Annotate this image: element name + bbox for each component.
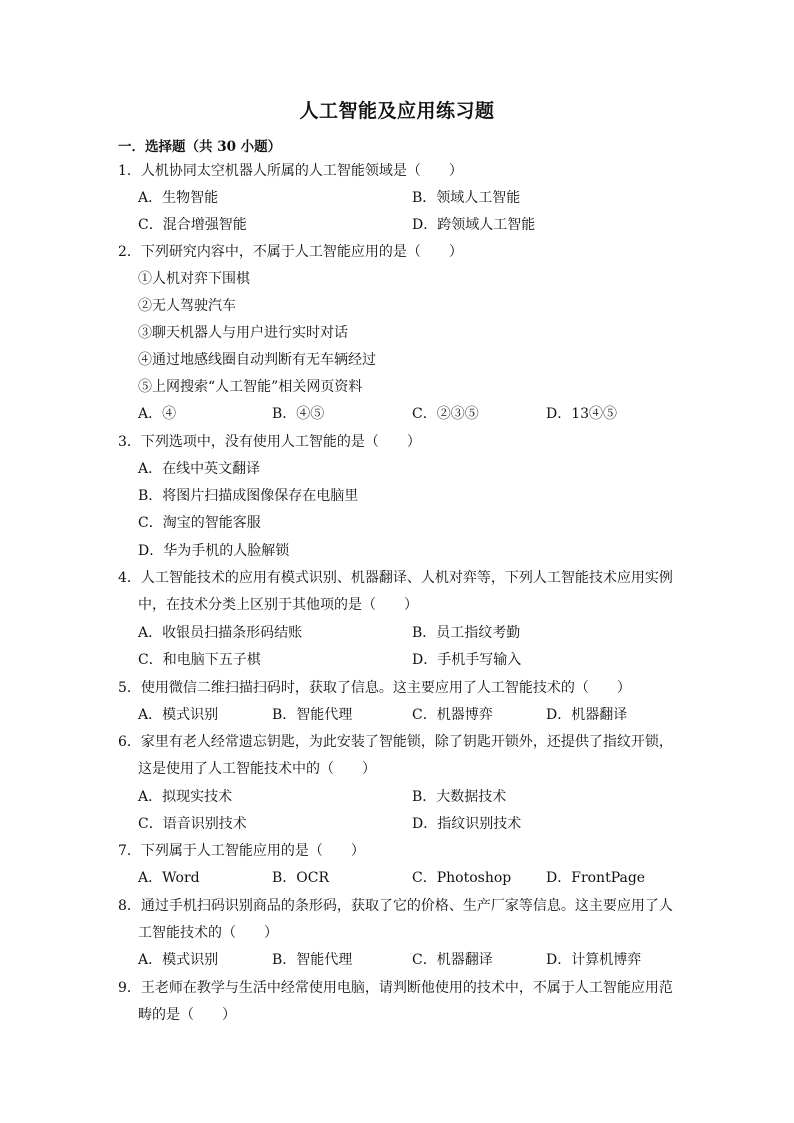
option-a: A．④: [138, 406, 177, 422]
option-a: A．在线中英文翻译: [138, 461, 261, 477]
question-text: 家里有老人经常遗忘钥匙，为此安装了智能锁，除了钥匙开锁外，还提供了指纹开锁，: [140, 734, 673, 750]
statement-item: ②无人驾驶汽车: [138, 298, 236, 314]
question-number: 2．: [118, 244, 141, 260]
question-text: 王老师在教学与生活中经常使用电脑，请判断他使用的技术中，不属于人工智能应用范: [140, 980, 673, 996]
question-1: [118, 158, 463, 185]
question-3: [118, 429, 421, 456]
question-9: [118, 975, 673, 1002]
option-b: B．④⑤: [272, 406, 325, 422]
question-7: [118, 838, 365, 865]
statement-item: ④通过地感线圈自动判断有无车辆经过: [138, 352, 376, 368]
option-c: C．②③⑤: [412, 406, 479, 422]
question-text: 通过手机扫码识别商品的条形码，获取了它的价格、生产厂家等信息。这主要应用了人: [140, 898, 673, 914]
option-a: A．拟现实技术: [138, 789, 233, 805]
option-d: D．FrontPage: [546, 870, 646, 886]
option-a: A．收银员扫描条形码结账: [138, 625, 303, 641]
question-number: 7．: [118, 843, 141, 859]
question-text-continued: 工智能技术的（ ）: [138, 925, 278, 941]
option-b: B．员工指纹考勤: [412, 625, 521, 641]
question-2: [118, 239, 463, 266]
statement-item: ③聊天机器人与用户进行实时对话: [138, 325, 348, 341]
option-c: C．和电脑下五子棋: [138, 652, 261, 668]
question-text: 人机协同太空机器人所属的人工智能领域是（ ）: [140, 163, 463, 179]
option-c: C．机器翻译: [412, 952, 493, 968]
option-c: C．淘宝的智能客服: [138, 515, 261, 531]
option-b: B．OCR: [272, 870, 330, 886]
option-c: C．Photoshop: [412, 870, 512, 886]
question-text: 下列选项中，没有使用人工智能的是（ ）: [140, 434, 421, 450]
question-text: 使用微信二维扫描扫码时，获取了信息。这主要应用了人工智能技术的（ ）: [140, 680, 631, 696]
option-a: A．生物智能: [138, 190, 219, 206]
option-d: D．计算机博弈: [546, 952, 642, 968]
question-8: [118, 893, 673, 920]
question-text: 人工智能技术的应用有模式识别、机器翻译、人机对弈等，下列人工智能技术应用实例: [140, 570, 673, 586]
question-number: 5．: [118, 680, 141, 696]
statement-item: ⑤上网搜索“人工智能”相关网页资料: [138, 379, 363, 395]
option-a: A．模式识别: [138, 952, 219, 968]
page-title: 人工智能及应用练习题: [299, 100, 495, 122]
option-a: A．模式识别: [138, 707, 219, 723]
option-b: B．将图片扫描成图像保存在电脑里: [138, 488, 359, 504]
question-text: 下列研究内容中，不属于人工智能应用的是（ ）: [140, 244, 463, 260]
option-b: B．智能代理: [272, 707, 353, 723]
question-number: 6．: [118, 734, 141, 750]
question-number: 4．: [118, 570, 141, 586]
option-d: D．跨领域人工智能: [412, 217, 536, 233]
question-number: 1．: [118, 163, 141, 179]
option-d: D．手机手写输入: [412, 652, 522, 668]
section-heading: 一．选择题（共 30 小题）: [118, 139, 282, 155]
option-d: D．13④⑤: [546, 406, 618, 422]
option-c: C．语音识别技术: [138, 816, 247, 832]
option-d: D．华为手机的人脸解锁: [138, 543, 290, 559]
option-b: B．智能代理: [272, 952, 353, 968]
question-5: [118, 675, 631, 702]
option-d: D．指纹识别技术: [412, 816, 522, 832]
option-c: C．机器博弈: [412, 707, 493, 723]
question-text: 下列属于人工智能应用的是（ ）: [140, 843, 365, 859]
question-text-continued: 畴的是（ ）: [138, 1007, 236, 1023]
option-c: C．混合增强智能: [138, 217, 247, 233]
question-number: 3．: [118, 434, 141, 450]
question-number: 9．: [118, 980, 141, 996]
option-b: B．领域人工智能: [412, 190, 521, 206]
statement-item: ①人机对弈下围棋: [138, 271, 250, 287]
question-4: [118, 565, 673, 592]
question-text-continued: 这是使用了人工智能技术中的（ ）: [138, 761, 376, 777]
question-number: 8．: [118, 898, 141, 914]
option-d: D．机器翻译: [546, 707, 628, 723]
option-b: B．大数据技术: [412, 789, 507, 805]
question-6: [118, 729, 673, 756]
question-text-continued: 中，在技术分类上区别于其他项的是（ ）: [138, 597, 418, 613]
option-a: A．Word: [138, 870, 200, 886]
